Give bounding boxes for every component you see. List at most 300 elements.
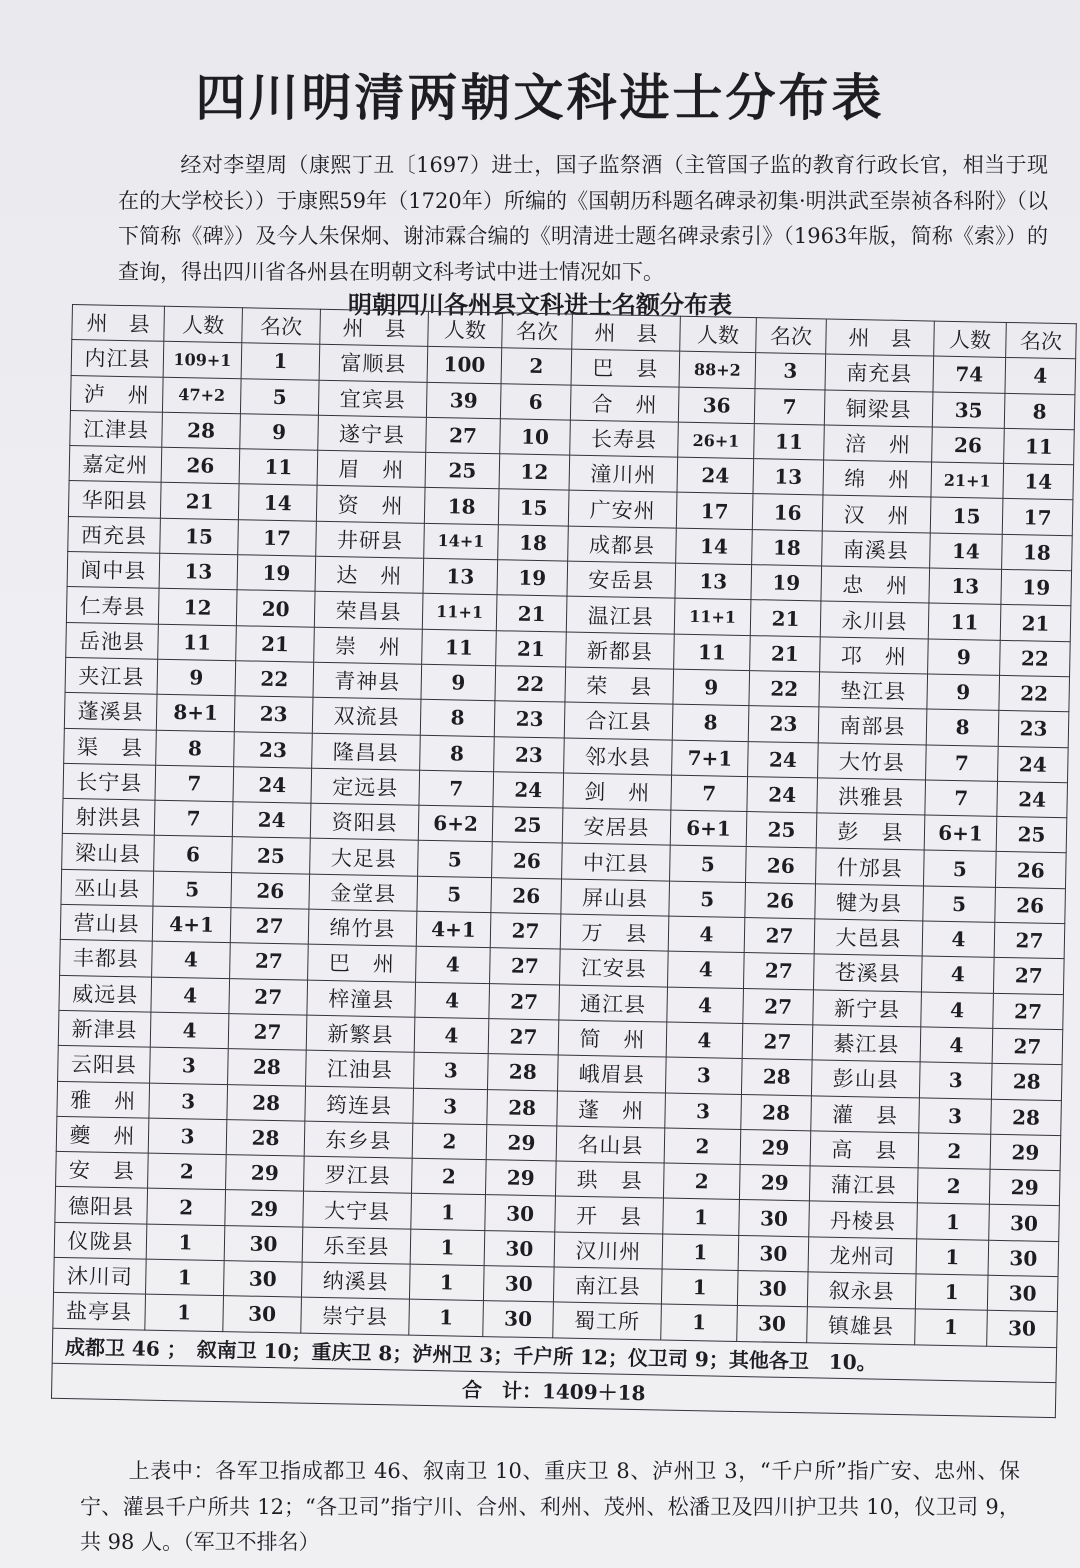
count-cell: 4 <box>922 921 995 958</box>
county-cell: 南充县 <box>825 354 934 391</box>
count-cell: 9 <box>927 674 1000 711</box>
county-cell: 大竹县 <box>818 742 927 779</box>
county-cell: 简 州 <box>558 1020 667 1057</box>
rank-cell: 30 <box>739 1200 810 1237</box>
count-cell: 1 <box>409 1299 484 1336</box>
count-cell: 1 <box>411 1194 486 1231</box>
count-cell: 9 <box>421 664 496 701</box>
county-cell: 仪陇县 <box>54 1222 147 1259</box>
rank-cell: 29 <box>486 1124 557 1161</box>
county-cell: 乐至县 <box>302 1227 411 1264</box>
county-cell: 潼川州 <box>569 455 678 492</box>
count-cell: 8 <box>672 704 749 741</box>
count-cell: 3 <box>665 1093 742 1130</box>
county-cell: 西充县 <box>68 516 161 553</box>
rank-cell: 25 <box>996 817 1067 854</box>
county-cell: 渠 县 <box>64 728 157 765</box>
rank-cell: 12 <box>499 454 570 491</box>
count-cell: 4 <box>667 987 744 1024</box>
count-cell: 1 <box>410 1229 485 1266</box>
rank-cell: 27 <box>743 988 814 1025</box>
county-cell: 达 州 <box>315 556 424 593</box>
count-cell: 5 <box>153 871 232 908</box>
county-cell: 巴 州 <box>308 944 417 981</box>
rank-cell: 30 <box>223 1261 302 1298</box>
rank-cell: 27 <box>993 993 1064 1030</box>
county-cell: 眉 州 <box>317 450 426 487</box>
rank-cell: 11 <box>1004 428 1075 465</box>
count-cell: 2 <box>917 1168 990 1205</box>
count-cell: 6+1 <box>670 810 747 847</box>
rank-cell: 23 <box>234 731 313 768</box>
county-cell: 什邡县 <box>816 848 925 885</box>
county-cell: 隆昌县 <box>312 733 421 770</box>
county-cell: 丰都县 <box>60 940 153 977</box>
county-cell: 通江县 <box>559 985 668 1022</box>
county-cell: 青神县 <box>313 662 422 699</box>
rank-cell: 23 <box>494 736 565 773</box>
county-cell: 蓬 州 <box>557 1090 666 1127</box>
rank-cell: 26 <box>995 887 1066 924</box>
count-cell: 27 <box>426 417 501 454</box>
rank-cell: 21 <box>496 630 567 667</box>
count-cell: 24 <box>677 457 754 494</box>
count-cell: 35 <box>932 392 1005 429</box>
rank-cell: 19 <box>237 555 316 592</box>
rank-cell: 19 <box>497 560 568 597</box>
rank-cell: 27 <box>490 948 561 985</box>
county-cell: 江油县 <box>306 1050 415 1087</box>
count-cell: 4 <box>921 992 994 1029</box>
count-cell: 14 <box>676 528 753 565</box>
header-count: 人数 <box>680 316 757 353</box>
count-cell: 4 <box>150 1012 229 1049</box>
rank-cell: 21 <box>236 625 315 662</box>
count-cell: 5 <box>670 846 747 883</box>
header-rank: 名次 <box>1006 322 1077 359</box>
rank-cell: 30 <box>483 1301 554 1338</box>
rank-cell: 23 <box>748 706 819 743</box>
count-cell: 11 <box>674 634 751 671</box>
county-cell: 屏山县 <box>561 879 670 916</box>
military-garrison-summary: 成都卫 46 ； 叙南卫 10；重庆卫 8；泸州卫 3；千户所 12；仪卫司 9；其他各卫 10。 <box>52 1328 1056 1382</box>
count-cell: 7 <box>155 765 234 802</box>
count-cell: 1 <box>916 1239 989 1276</box>
rank-cell: 22 <box>235 661 314 698</box>
rank-cell: 27 <box>488 1019 559 1056</box>
count-cell: 9 <box>673 669 750 706</box>
count-cell: 100 <box>427 347 502 384</box>
county-cell: 夹江县 <box>65 657 158 694</box>
count-cell: 4 <box>921 956 994 993</box>
rank-cell: 26 <box>746 847 817 884</box>
county-cell: 沐川司 <box>54 1257 147 1294</box>
rank-cell: 19 <box>1001 569 1072 606</box>
rank-cell: 14 <box>238 484 317 521</box>
rank-cell: 22 <box>999 675 1070 712</box>
count-cell: 47+2 <box>162 377 241 414</box>
count-cell: 25 <box>425 453 500 490</box>
rank-cell: 1 <box>241 343 320 380</box>
count-cell: 4 <box>666 1022 743 1059</box>
count-cell: 14+1 <box>424 523 499 560</box>
count-cell: 4 <box>414 1017 489 1054</box>
rank-cell: 26 <box>995 852 1066 889</box>
county-cell: 射洪县 <box>62 799 155 836</box>
count-cell: 1 <box>146 1224 225 1261</box>
county-cell: 苍溪县 <box>813 954 922 991</box>
county-cell: 江津县 <box>70 410 163 447</box>
rank-cell: 26 <box>492 842 563 879</box>
rank-cell: 30 <box>989 1205 1060 1242</box>
rank-cell: 25 <box>492 807 563 844</box>
county-cell: 邛 州 <box>820 637 929 674</box>
county-cell: 岳池县 <box>66 622 159 659</box>
count-cell: 26+1 <box>678 422 755 459</box>
count-cell: 3 <box>919 1062 992 1099</box>
rank-cell: 23 <box>998 711 1069 748</box>
county-cell: 资 州 <box>316 486 425 523</box>
rank-cell: 30 <box>988 1240 1059 1277</box>
count-cell: 11 <box>158 624 237 661</box>
county-cell: 遂宁县 <box>318 415 427 452</box>
rank-cell: 15 <box>498 489 569 526</box>
county-cell: 长寿县 <box>570 420 679 457</box>
rank-cell: 25 <box>746 812 817 849</box>
count-cell: 8 <box>420 700 495 737</box>
county-cell: 珙 县 <box>555 1161 664 1198</box>
count-cell: 12 <box>158 589 237 626</box>
county-cell: 南部县 <box>818 707 927 744</box>
rank-cell: 28 <box>741 1094 812 1131</box>
county-cell: 犍为县 <box>815 884 924 921</box>
rank-cell: 28 <box>991 1099 1062 1136</box>
rank-cell: 21 <box>496 595 567 632</box>
count-cell: 7 <box>154 800 233 837</box>
county-cell: 威远县 <box>59 975 152 1012</box>
count-cell: 14 <box>930 533 1003 570</box>
county-cell: 筠连县 <box>305 1086 414 1123</box>
rank-cell: 27 <box>489 983 560 1020</box>
count-cell: 9 <box>157 659 236 696</box>
rank-cell: 25 <box>232 837 311 874</box>
county-cell: 井研县 <box>316 521 425 558</box>
count-cell: 2 <box>663 1163 740 1200</box>
rank-cell: 29 <box>739 1165 810 1202</box>
county-cell: 汉川州 <box>554 1232 663 1269</box>
rank-cell: 30 <box>484 1230 555 1267</box>
county-cell: 云阳县 <box>58 1046 151 1083</box>
county-cell: 新宁县 <box>813 990 922 1027</box>
county-cell: 荣昌县 <box>314 592 423 629</box>
header-county: 州 县 <box>320 309 429 346</box>
jinshi-distribution-table <box>51 304 1077 1418</box>
county-cell: 安 县 <box>56 1151 149 1188</box>
count-cell: 8+1 <box>156 694 235 731</box>
rank-cell: 28 <box>487 1089 558 1126</box>
county-cell: 绵竹县 <box>308 909 417 946</box>
rank-cell: 24 <box>493 772 564 809</box>
count-cell: 7 <box>925 780 998 817</box>
county-cell: 梓潼县 <box>307 980 416 1017</box>
county-cell: 蜀工所 <box>553 1302 662 1339</box>
county-cell: 新津县 <box>58 1010 151 1047</box>
count-cell: 8 <box>420 735 495 772</box>
county-cell: 开 县 <box>555 1196 664 1233</box>
rank-cell: 27 <box>744 918 815 955</box>
count-cell: 1 <box>661 1304 738 1341</box>
count-cell: 15 <box>930 498 1003 535</box>
table-body <box>53 305 1076 1348</box>
rank-cell: 23 <box>494 701 565 738</box>
rank-cell: 17 <box>238 520 317 557</box>
rank-cell: 30 <box>485 1195 556 1232</box>
county-cell: 绵 州 <box>823 460 932 497</box>
footnote-text: 上表中：各军卫指成都卫 46、叙南卫 10、重庆卫 8、泸州卫 3，“千户所”指广安、忠州、保宁、灌县千户所共 12；“各卫司”指宁川、合州、利州、茂州、松潘卫及四川护卫共 10，仪卫司 9，共 98 人。（军卫不排名） <box>80 1459 1020 1554</box>
county-cell: 綦江县 <box>812 1025 921 1062</box>
county-cell: 巫山县 <box>61 869 154 906</box>
rank-cell: 28 <box>991 1064 1062 1101</box>
rank-cell: 29 <box>990 1134 1061 1171</box>
count-cell: 28 <box>162 412 241 449</box>
rank-cell: 16 <box>752 494 823 531</box>
footnote-paragraph <box>80 1454 1020 1561</box>
rank-cell: 24 <box>997 781 1068 818</box>
rank-cell: 28 <box>228 1049 307 1086</box>
count-cell: 3 <box>150 1047 229 1084</box>
count-cell: 1 <box>146 1259 225 1296</box>
county-cell: 大邑县 <box>814 919 923 956</box>
rank-cell: 27 <box>230 908 309 945</box>
county-cell: 彭 县 <box>816 813 925 850</box>
count-cell: 6+2 <box>418 805 493 842</box>
count-cell: 2 <box>412 1123 487 1160</box>
county-cell: 大足县 <box>310 839 419 876</box>
county-cell: 南江县 <box>553 1267 662 1304</box>
intro-text: 经对李望周（康熙丁丑〔1697）进士，国子监祭酒（主管国子监的教育行政长官，相当于现在的大学校长））于康熙59年（1720年）所编的《国朝历科题名碑录初集·明洪武至崇祯各科附》（以下简称《碑》）及今人朱保炯、谢沛霖合编的《明清进士题名碑录索引》（1963年版，简称《索》）的查询，得出四川省各州县在明朝文科考试中进士情况如下。 <box>118 153 1048 284</box>
county-cell: 新都县 <box>566 632 675 669</box>
count-cell: 1 <box>661 1269 738 1306</box>
count-cell: 11 <box>928 603 1001 640</box>
header-county: 州 县 <box>72 305 165 342</box>
rank-cell: 27 <box>228 1014 307 1051</box>
count-cell: 13 <box>159 553 238 590</box>
count-cell: 21+1 <box>931 462 1004 499</box>
county-cell: 温江县 <box>566 596 675 633</box>
count-cell: 2 <box>148 1153 227 1190</box>
header-county: 州 县 <box>572 314 681 351</box>
rank-cell: 28 <box>226 1119 305 1156</box>
county-cell: 华阳县 <box>68 481 161 518</box>
rank-cell: 24 <box>748 741 819 778</box>
county-cell: 叙永县 <box>807 1272 916 1309</box>
count-cell: 1 <box>145 1294 224 1331</box>
count-cell: 5 <box>669 881 746 918</box>
rank-cell: 5 <box>240 378 319 415</box>
rank-cell: 30 <box>987 1275 1058 1312</box>
county-cell: 名山县 <box>556 1126 665 1163</box>
rank-cell: 28 <box>741 1059 812 1096</box>
count-cell: 2 <box>147 1189 226 1226</box>
county-cell: 东乡县 <box>304 1121 413 1158</box>
count-cell: 2 <box>664 1128 741 1165</box>
rank-cell: 26 <box>745 882 816 919</box>
county-cell: 资阳县 <box>310 803 419 840</box>
county-cell: 涪 州 <box>824 425 933 462</box>
county-cell: 罗江县 <box>304 1156 413 1193</box>
rank-cell: 28 <box>227 1084 306 1121</box>
rank-cell: 29 <box>989 1169 1060 1206</box>
count-cell: 13 <box>929 568 1002 605</box>
rank-cell: 18 <box>752 529 823 566</box>
count-cell: 4 <box>152 942 231 979</box>
county-cell: 雅 州 <box>57 1081 150 1118</box>
count-cell: 2 <box>411 1158 486 1195</box>
header-rank: 名次 <box>242 308 321 345</box>
county-cell: 嘉定州 <box>69 446 162 483</box>
rank-cell: 30 <box>738 1235 809 1272</box>
rank-cell: 19 <box>751 565 822 602</box>
count-cell: 4 <box>416 947 491 984</box>
rank-cell: 8 <box>1004 393 1075 430</box>
count-cell: 26 <box>161 447 240 484</box>
rank-cell: 27 <box>742 1023 813 1060</box>
county-cell: 蒲江县 <box>809 1166 918 1203</box>
rank-cell: 17 <box>1002 499 1073 536</box>
rank-cell: 26 <box>491 877 562 914</box>
count-cell: 1 <box>663 1198 740 1235</box>
count-cell: 11+1 <box>422 594 497 631</box>
count-cell: 4+1 <box>152 906 231 943</box>
rank-cell: 27 <box>490 913 561 950</box>
county-cell: 金堂县 <box>309 874 418 911</box>
count-cell: 5 <box>923 886 996 923</box>
rank-cell: 18 <box>498 525 569 562</box>
county-cell: 新繁县 <box>306 1015 415 1052</box>
county-cell: 大宁县 <box>303 1192 412 1229</box>
count-cell: 4 <box>668 951 745 988</box>
count-cell: 9 <box>928 639 1001 676</box>
table-sheet <box>51 304 1076 1418</box>
intro-paragraph <box>118 148 1048 290</box>
count-cell: 11 <box>422 629 497 666</box>
count-cell: 4 <box>920 1027 993 1064</box>
rank-cell: 10 <box>500 419 571 456</box>
count-cell: 3 <box>148 1118 227 1155</box>
count-cell: 5 <box>923 850 996 887</box>
count-cell: 11+1 <box>674 599 751 636</box>
rank-cell: 30 <box>987 1311 1058 1348</box>
rank-cell: 29 <box>485 1160 556 1197</box>
county-cell: 镇雄县 <box>807 1307 916 1344</box>
count-cell: 1 <box>915 1309 988 1346</box>
rank-cell: 9 <box>240 414 319 451</box>
grand-total: 合 计：1409＋18 <box>51 1363 1055 1417</box>
count-cell: 1 <box>915 1274 988 1311</box>
county-cell: 宜宾县 <box>318 380 427 417</box>
count-cell: 39 <box>426 382 501 419</box>
rank-cell: 30 <box>224 1225 303 1262</box>
county-cell: 广安州 <box>568 491 677 528</box>
count-cell: 4 <box>668 916 745 953</box>
rank-cell: 27 <box>993 958 1064 995</box>
count-cell: 3 <box>414 1052 489 1089</box>
rank-cell: 21 <box>750 600 821 637</box>
rank-cell: 27 <box>230 943 309 980</box>
count-cell: 3 <box>919 1097 992 1134</box>
county-cell: 永川县 <box>820 601 929 638</box>
rank-cell: 24 <box>998 746 1069 783</box>
count-cell: 1 <box>409 1264 484 1301</box>
rank-cell: 24 <box>233 767 312 804</box>
rank-cell: 6 <box>500 383 571 420</box>
count-cell: 8 <box>156 730 235 767</box>
header-count: 人数 <box>934 321 1007 358</box>
county-cell: 盐亭县 <box>53 1293 146 1330</box>
county-cell: 德阳县 <box>55 1187 148 1224</box>
count-cell: 6+1 <box>924 815 997 852</box>
county-cell: 丹棱县 <box>809 1201 918 1238</box>
count-cell: 15 <box>160 518 239 555</box>
county-cell: 剑 州 <box>563 773 672 810</box>
rank-cell: 30 <box>483 1266 554 1303</box>
count-cell: 3 <box>149 1083 228 1120</box>
county-cell: 中江县 <box>562 843 671 880</box>
county-cell: 高 县 <box>810 1131 919 1168</box>
page-title: 四川明清两朝文科进士分布表 <box>195 68 885 127</box>
county-cell: 灌 县 <box>811 1095 920 1132</box>
count-cell: 74 <box>933 356 1006 393</box>
county-cell: 安居县 <box>562 808 671 845</box>
county-cell: 定远县 <box>311 768 420 805</box>
county-cell: 阆中县 <box>67 552 160 589</box>
rank-cell: 18 <box>1002 534 1073 571</box>
county-cell: 巴 县 <box>571 349 680 386</box>
county-cell: 蓬溪县 <box>64 693 157 730</box>
count-cell: 4 <box>415 982 490 1019</box>
rank-cell: 28 <box>488 1054 559 1091</box>
county-cell: 崇宁县 <box>301 1297 410 1334</box>
rank-cell: 22 <box>749 671 820 708</box>
county-cell: 泸 州 <box>70 375 163 412</box>
rank-cell: 27 <box>229 978 308 1015</box>
county-cell: 营山县 <box>60 904 153 941</box>
rank-cell: 24 <box>232 802 311 839</box>
rank-cell: 3 <box>755 353 826 390</box>
county-cell: 洪雅县 <box>817 778 926 815</box>
rank-cell: 22 <box>1000 640 1071 677</box>
county-cell: 纳溪县 <box>301 1262 410 1299</box>
count-cell: 88+2 <box>679 351 756 388</box>
count-cell: 8 <box>926 709 999 746</box>
county-cell: 内江县 <box>71 340 164 377</box>
header-county: 州 县 <box>826 319 935 356</box>
rank-cell: 2 <box>501 348 572 385</box>
rank-cell: 21 <box>750 635 821 672</box>
county-cell: 南溪县 <box>822 531 931 568</box>
count-cell: 18 <box>424 488 499 525</box>
county-cell: 万 县 <box>560 914 669 951</box>
county-cell: 忠 州 <box>821 566 930 603</box>
county-cell: 合 州 <box>570 385 679 422</box>
count-cell: 109+1 <box>163 342 242 379</box>
rank-cell: 30 <box>737 1306 808 1343</box>
header-rank: 名次 <box>756 318 827 355</box>
count-cell: 7+1 <box>672 740 749 777</box>
county-cell: 合江县 <box>564 702 673 739</box>
rank-cell: 27 <box>992 1028 1063 1065</box>
rank-cell: 11 <box>239 449 318 486</box>
